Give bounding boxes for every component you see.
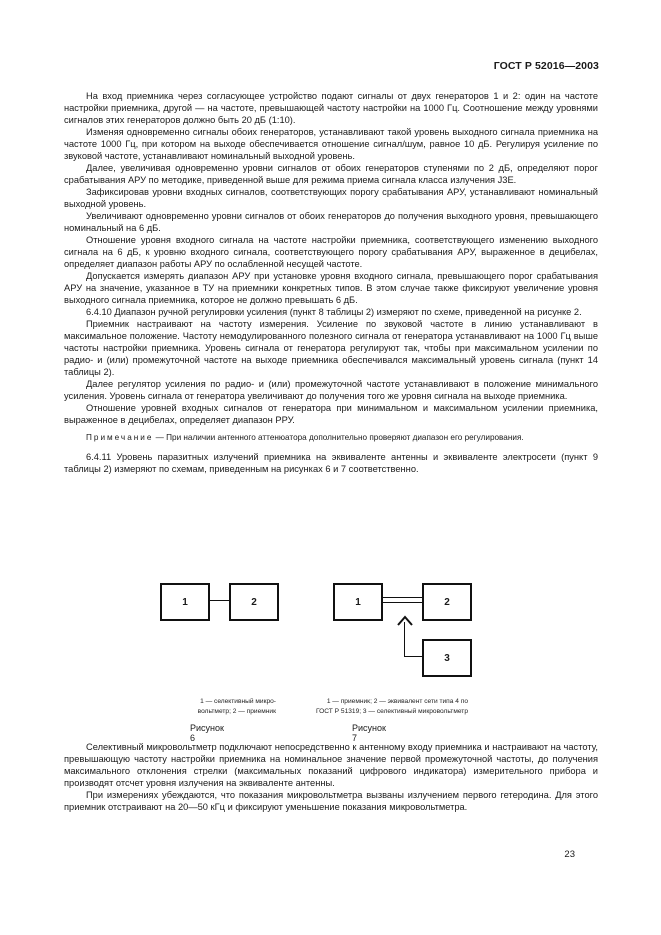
fig6-legend-line: вольтметр; 2 — приемник	[197, 708, 276, 715]
body-text-bottom	[64, 741, 598, 813]
fig6-box-2: 2	[229, 583, 279, 621]
note-text: — При наличии антенного аттенюатора дополнительно проверяют диапазон его регулирования.	[153, 433, 524, 442]
note-label: Примечание	[86, 433, 154, 442]
fig7-legend-line: ГОСТ Р 51319; 3 — селективный микровольтметр	[315, 708, 468, 715]
paragraph: Допускается измерять диапазон АРУ при установке уровня входного сигнала, превышающего порог срабатывания АРУ на значение, указанное в ТУ на приемники конкретных типов. В этом случае также фиксируют увеличение уровня выходного сигнала приемника, которое не должно превышать 6 дБ.	[64, 271, 598, 305]
fig6-connector	[208, 600, 229, 601]
fig7-probe-line	[404, 622, 405, 656]
fig7-double-line-bottom	[381, 602, 422, 603]
paragraph: Отношение уровня входного сигнала на частоте настройки приемника, соответствующего изменению выходного сигнала на 6 дБ, к уровню входного сигнала, соответствующего порогу срабатывания АРУ, выраженное в децибелах, определяет диапазон работы АРУ по ослабленной несущей частоте.	[64, 235, 598, 269]
paragraph: Зафиксировав уровни входных сигналов, соответствующих порогу срабатывания АРУ, устанавливают номинальный выходной уровень.	[64, 187, 598, 209]
paragraph: При измерениях убеждаются, что показания микровольтметра вызваны излучением первого гетеродина. Для этого приемник отстраивают на 20—50 кГц и фиксируют уменьшение показания микровольтметра.	[64, 790, 598, 812]
paragraph: Отношение уровней входных сигналов от генератора при минимальном и максимальном усилении приемника, выраженное в децибелах, определяет диапазон РРУ.	[64, 403, 598, 425]
paragraph: Изменяя одновременно сигналы обоих генераторов, устанавливают такой уровень выходного сигнала приемника на частоте 1000 Гц, при котором на выходе обеспечивается отношение сигнал/шум, равное 10 дБ. Регулируя усиление по звуковой частоте, устанавливают номинальный выходной уровень.	[64, 127, 598, 161]
fig6-title: Рисунок 6	[190, 723, 224, 743]
fig7-box-2: 2	[422, 583, 472, 621]
paragraph: На вход приемника через согласующее устройство подают сигналы от двух генераторов 1 и 2: один на частоте настройки приемника, другой — на частоте, превышающей частоту настройки на 1000 Гц. Соотношение между уровнями сигналов этих генераторов должно быть 20 дБ (1:10).	[64, 91, 598, 125]
paragraph: Далее регулятор усиления по радио- и (или) промежуточной частоте устанавливают в положение минимального усиления. Уровень сигнала от генератора увеличивают до получения того же уровня сигнала на выходе приемника.	[64, 379, 598, 401]
paragraph: Селективный микровольтметр подключают непосредственно к антенному входу приемника и настраивают на частоту, превышающую частоту настройки приемника на номинальное значение первой промежуточной частоты, до получения максимального отклонения стрелки (максимальных показаний цифрового индикатора) измерительного прибора и производят отсчет уровня излучения на эквиваленте антенны.	[64, 742, 598, 788]
page-number: 23	[564, 849, 575, 860]
body-text-top	[64, 90, 598, 475]
fig7-arrow-icon	[396, 613, 414, 627]
fig7-box-1: 1	[333, 583, 383, 621]
fig7-probe-connector	[404, 656, 422, 657]
fig6-legend-line: 1 — селективный микро-	[200, 698, 276, 705]
document-header: ГОСТ Р 52016—2003	[493, 60, 599, 72]
note	[64, 433, 598, 444]
fig7-legend-line: 1 — приемник; 2 — эквивалент сети типа 4 по	[326, 698, 468, 705]
paragraph: Далее, увеличивая одновременно уровни сигналов от обоих генераторов ступенями по 2 дБ, определяют порог срабатывания АРУ по методике, приведенной выше для режима приема сигнала класса излучения J3E.	[64, 163, 598, 185]
fig6-legend	[150, 697, 276, 717]
fig7-box-3: 3	[422, 639, 472, 677]
fig7-title: Рисунок 7	[352, 723, 386, 743]
paragraph-6-4-11: 6.4.11 Уровень паразитных излучений приемника на эквиваленте антенны и эквиваленте электросети (пункт 9 таблицы 2) измеряют по схемам, приведенным на рисунках 6 и 7 соответственно.	[64, 451, 598, 474]
paragraph: Приемник настраивают на частоту измерения. Усиление по звуковой частоте в линию устанавливают в максимальное положение. Частоту немодулированного полезного сигнала от генератора устанавливают на 1000 Гц выше частоты настройки приемника. Уровень сигнала от генератора регулируют так, чтобы при максимальном усилении по радио- и (или) промежуточной частоте на выходе приемника обеспечивался максимальный уровень сигнала (пункт 14 таблицы 2).	[64, 319, 598, 377]
paragraph: 6.4.10 Диапазон ручной регулировки усиления (пункт 8 таблицы 2) измеряют по схеме, приведенной на рисунке 2.	[86, 307, 582, 317]
fig7-legend	[270, 697, 468, 717]
fig6-box-1: 1	[160, 583, 210, 621]
paragraph: Увеличивают одновременно уровни сигналов от обоих генераторов до получения выходного уровня, превышающего номинальный на 6 дБ.	[64, 211, 598, 233]
fig7-double-line-top	[381, 597, 422, 598]
